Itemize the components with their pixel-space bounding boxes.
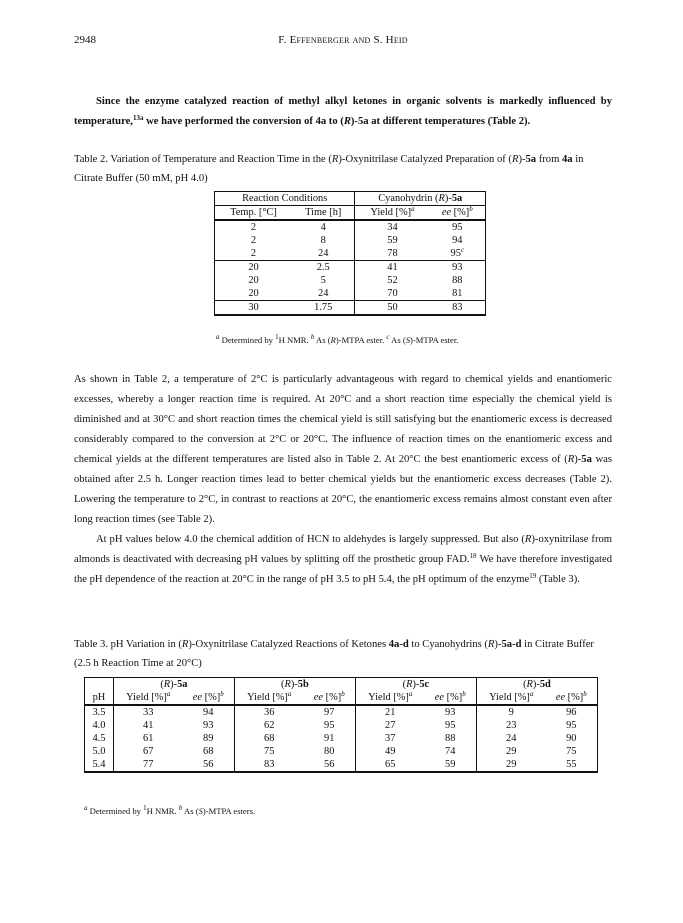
footnote-text: )-MTPA ester. — [335, 335, 387, 345]
paragraph-compound: 5a — [581, 454, 592, 465]
cell: 78 — [355, 247, 430, 261]
caption-compound: 4a-d — [388, 639, 409, 650]
footnote-text: Determined by — [87, 806, 144, 816]
cell: 49 — [385, 746, 396, 757]
table-row — [215, 220, 486, 234]
cell: 93 — [425, 705, 477, 719]
caption-text: in Citrate Buffer (2.5 h Reaction Time at 20°C) — [74, 639, 594, 669]
cell: 67 — [143, 746, 154, 757]
caption-conf: R — [181, 639, 189, 650]
cell: 23 — [506, 720, 517, 731]
cell: 41 — [143, 720, 154, 731]
col-ee — [430, 206, 486, 221]
cell: 90 — [546, 732, 598, 745]
group-conf: R — [438, 193, 445, 204]
intro-text-5: at different temperatures (Table 2). — [368, 116, 531, 127]
table3-group-5c: (R)-5c — [355, 678, 476, 692]
footnote-mark-a: a — [287, 690, 292, 698]
table3-footnote — [84, 806, 255, 816]
cell: 2.5 — [292, 261, 355, 275]
col-ee-unit: [%] — [565, 692, 584, 703]
cell: 74 — [425, 745, 477, 758]
cell: 93 — [183, 719, 235, 732]
footnote-mark-b: b — [178, 804, 183, 812]
footnote-conf: S — [405, 335, 411, 345]
caption-conf: R — [487, 639, 495, 650]
group-compound: 5c — [419, 679, 430, 690]
footnote-mark-a: a — [84, 804, 88, 812]
group-text: )- — [444, 193, 452, 204]
cell: 59 — [425, 758, 477, 772]
table-row — [85, 732, 598, 745]
col-ee-label: ee — [555, 692, 566, 703]
footnote-text: Determined by — [219, 335, 276, 345]
footnote-text: H NMR. — [278, 335, 311, 345]
col-ph: pH — [85, 691, 114, 705]
col-yield — [355, 691, 424, 705]
cell: 83 — [430, 301, 486, 316]
footnote-mark-a: a — [408, 690, 413, 698]
table3-group-5a: (R)-5a — [113, 678, 234, 692]
footnote-conf: S — [198, 806, 203, 816]
cell: 70 — [355, 287, 430, 301]
col-yield — [355, 206, 430, 221]
ref-13a: 13a — [132, 114, 144, 122]
footnote-text: As ( — [389, 335, 406, 345]
cell: 20 — [215, 274, 293, 287]
paragraph-text: We have therefore investigated the pH dependence of the reaction at 20°C in the range of pH 3.5 to pH 5.4, the pH optimum of the enzyme — [74, 554, 613, 585]
footnote-text: )-MTPA ester. — [410, 335, 459, 345]
col-ee-label: ee — [434, 692, 445, 703]
cell: 24 — [292, 247, 355, 261]
cell: 93 — [430, 261, 486, 275]
cell: 20 — [215, 287, 293, 301]
col-ee — [546, 691, 598, 705]
table2 — [214, 191, 486, 316]
page-number: 2948 — [74, 34, 96, 46]
intro-text-3: to ( — [326, 116, 344, 127]
cell: 96 — [546, 705, 598, 719]
author-line: F. Effenberger and S. Heid — [278, 34, 408, 46]
group-compound: 5b — [297, 679, 309, 690]
caption-text: in Citrate Buffer (50 mM, pH 4.0) — [74, 154, 584, 184]
footnote-text: H NMR. — [146, 806, 179, 816]
paragraph-text: )- — [574, 454, 582, 465]
cell: 95 — [425, 719, 477, 732]
footnote-mark-c: c — [386, 333, 390, 341]
cell: 89 — [183, 732, 235, 745]
cell: 56 — [304, 758, 356, 772]
footnote-text: As ( — [182, 806, 199, 816]
cell: 95 — [430, 220, 486, 234]
caption-text: from — [536, 154, 562, 165]
table3 — [84, 677, 598, 773]
cell: 4.5 — [85, 732, 114, 745]
cell: 3.5 — [85, 705, 114, 719]
cell: 97 — [304, 705, 356, 719]
cell: 95 — [546, 719, 598, 732]
footnote-mark-b: b — [341, 690, 345, 698]
table-row — [215, 234, 486, 247]
cell: 81 — [430, 287, 486, 301]
col-ee — [183, 691, 235, 705]
cell: 5.0 — [85, 745, 114, 758]
cell: 56 — [183, 758, 235, 772]
paragraph-text: was obtained after 2.5 h. Longer reaction times lead to better chemical yields but the enantiomeric excess decreases (Table 2). Lowering the temperature to 2°C, in contrast to reactions at 20°C, the enantiomeric excess remains almost constant even after long reaction times (see Table 2). — [74, 454, 612, 525]
compound-4a: 4a — [315, 116, 327, 127]
cell: 65 — [355, 758, 424, 772]
footnote-text: 1 — [275, 333, 279, 341]
cell: 91 — [304, 732, 356, 745]
cell: 37 — [385, 733, 396, 744]
col-ee-label: ee — [441, 207, 452, 218]
col-time: Time [h] — [292, 206, 355, 221]
cell: 77 — [113, 758, 182, 772]
cell: 52 — [387, 275, 398, 286]
col-yield — [113, 691, 182, 705]
col-ee-unit: [%] — [451, 207, 470, 218]
cell: 55 — [546, 758, 598, 772]
cell: 1.75 — [292, 301, 355, 316]
paragraph-conf: R — [567, 454, 575, 465]
caption-text: )-Oxynitrilase Catalyzed Preparation of ( — [338, 154, 512, 165]
col-yield-label: Yield [%] — [126, 692, 167, 703]
group-compound: 5a — [177, 679, 188, 690]
group-compound: 5a — [451, 193, 463, 204]
cell: 59 — [387, 235, 398, 246]
footnote-mark-b: b — [310, 333, 315, 341]
footnote-text: As ( — [314, 335, 331, 345]
cell: 20 — [215, 261, 293, 275]
cell: 75 — [546, 745, 598, 758]
cell: 94 — [183, 705, 235, 719]
col-yield-label: Yield [%] — [370, 207, 412, 218]
cell: 94 — [430, 234, 486, 247]
cell: 2 — [215, 234, 293, 247]
table2-group-cyanohydrin — [355, 192, 486, 206]
intro-paragraph — [74, 92, 612, 132]
cell: 5.4 — [85, 758, 114, 772]
table-row — [215, 274, 486, 287]
paragraph-text: At pH values below 4.0 the chemical addition of HCN to aldehydes is largely suppressed. But also ( — [96, 534, 525, 545]
ref-19: 19 — [529, 572, 537, 580]
group-compound: 5d — [539, 679, 551, 690]
cell: 34 — [387, 222, 398, 233]
caption-conf: R — [331, 154, 339, 165]
footnote-mark-a: a — [216, 333, 220, 341]
table3-caption — [74, 635, 612, 673]
table3-group-5b: (R)-5b — [234, 678, 355, 692]
footnote-mark-a: a — [529, 690, 534, 698]
table3-group-5d: (R)-5d — [476, 678, 597, 692]
table2-group-conditions: Reaction Conditions — [215, 192, 355, 206]
cell: 80 — [304, 745, 356, 758]
table-row — [85, 719, 598, 732]
cell: 5 — [292, 274, 355, 287]
caption-text: )-Oxynitrilase Catalyzed Reactions of Ketones — [188, 639, 389, 650]
col-ee — [304, 691, 356, 705]
table-row — [85, 745, 598, 758]
col-yield — [476, 691, 545, 705]
cell: 68 — [264, 733, 275, 744]
footnote-mark-b: b — [462, 690, 466, 698]
caption-text: Table 2. Variation of Temperature and Reaction Time in the ( — [74, 154, 332, 165]
table-row — [215, 301, 486, 316]
table-row — [85, 705, 598, 719]
cell: 29 — [476, 758, 545, 772]
ref-18: 18 — [469, 552, 477, 560]
cell: 4 — [292, 220, 355, 234]
intro-text: Since the enzyme catalyzed reaction of methyl alkyl ketones in organic solvents is markedly influenced by temperature, — [74, 96, 612, 127]
config-r: R — [343, 116, 351, 127]
caption-text: to Cyanohydrins ( — [408, 639, 488, 650]
group-conf: R — [163, 679, 171, 690]
cell: 41 — [387, 262, 398, 273]
cell: 95 — [304, 719, 356, 732]
cell: 83 — [234, 758, 303, 772]
cell: 61 — [143, 733, 154, 744]
cell: 24 — [506, 733, 517, 744]
caption-compound: 4a — [561, 154, 573, 165]
caption-compound: 5a — [525, 154, 537, 165]
cell: 62 — [264, 720, 275, 731]
cell: 29 — [506, 746, 517, 757]
col-ee-label: ee — [313, 692, 324, 703]
cell — [430, 247, 486, 261]
cell: 30 — [215, 301, 293, 316]
cell: 88 — [430, 274, 486, 287]
cell-value: 95 — [450, 248, 461, 259]
cell: 2 — [215, 247, 293, 261]
footnote-mark-c: c — [460, 246, 465, 254]
cell: 24 — [292, 287, 355, 301]
paragraph-conf: R — [524, 534, 532, 545]
col-ee-label: ee — [192, 692, 203, 703]
caption-text: )- — [518, 154, 526, 165]
table2-footnote — [216, 335, 458, 345]
group-conf: R — [406, 679, 413, 690]
group-text: Cyanohydrin ( — [378, 193, 439, 204]
col-temp: Temp. [°C] — [215, 206, 293, 221]
intro-text-4: )- — [350, 116, 358, 127]
col-ee — [425, 691, 477, 705]
footnote-text: 1 — [143, 804, 147, 812]
col-ee-unit: [%] — [444, 692, 463, 703]
cell: 2 — [215, 220, 293, 234]
table-row — [215, 261, 486, 275]
body-paragraphs — [74, 370, 612, 590]
col-ee-unit: [%] — [323, 692, 342, 703]
cell: 36 — [264, 707, 275, 718]
cell: 9 — [508, 707, 514, 718]
paragraph-text: As shown in Table 2, a temperature of 2°C is particularly advantageous with regard to chemical yields and enantiomeric excesses, whereby a longer reaction time is required. At 20°C and a short reaction time especially the chemical yield is diminished and at 30°C and short reaction times the chemical yield is still satisfying but the enantiomeric excess is decreased considerably compared to the conversion at 2°C or 20°C. The influence of reaction times on the enantiomeric excess and chemical yields at the different temperatures are listed also in Table 2. At 20°C the best enantiomeric excess of ( — [74, 374, 612, 465]
footnote-conf: R — [330, 335, 336, 345]
paragraph-2 — [74, 530, 612, 590]
footnote-mark-b: b — [220, 690, 224, 698]
col-yield-label: Yield [%] — [368, 692, 409, 703]
col-ee-unit: [%] — [202, 692, 221, 703]
intro-text-2: we have performed the conversion of — [143, 116, 316, 127]
footnote-mark-b: b — [583, 690, 587, 698]
table-row — [215, 287, 486, 301]
col-yield — [234, 691, 303, 705]
compound-5a: 5a — [357, 116, 369, 127]
caption-text: )- — [494, 639, 502, 650]
group-conf: R — [526, 679, 533, 690]
caption-text: Table 3. pH Variation in ( — [74, 639, 182, 650]
cell: 50 — [355, 301, 430, 316]
cell: 68 — [183, 745, 235, 758]
table-row — [215, 247, 486, 261]
cell: 4.0 — [85, 719, 114, 732]
cell: 8 — [292, 234, 355, 247]
cell: 33 — [143, 707, 154, 718]
cell: 75 — [264, 746, 275, 757]
col-yield-label: Yield [%] — [247, 692, 288, 703]
col-yield-label: Yield [%] — [489, 692, 530, 703]
footnote-text: )-MTPA esters. — [202, 806, 256, 816]
footnote-mark-a: a — [411, 205, 415, 213]
cell: 21 — [385, 707, 396, 718]
footnote-mark-a: a — [166, 690, 171, 698]
paragraph-1 — [74, 370, 612, 530]
paragraph-text: (Table 3). — [536, 574, 580, 585]
cell: 27 — [385, 720, 396, 731]
footnote-mark-b: b — [469, 205, 473, 213]
table-row — [85, 758, 598, 772]
caption-compound: 5a-d — [501, 639, 522, 650]
cell: 88 — [425, 732, 477, 745]
paragraph-text: )-oxynitrilase from almonds is deactivated with decreasing pH values by splitting off the prosthetic group FAD. — [74, 534, 613, 565]
col-ph-top — [85, 678, 114, 692]
table2-caption — [74, 150, 612, 188]
group-conf: R — [284, 679, 291, 690]
caption-conf: R — [511, 154, 519, 165]
